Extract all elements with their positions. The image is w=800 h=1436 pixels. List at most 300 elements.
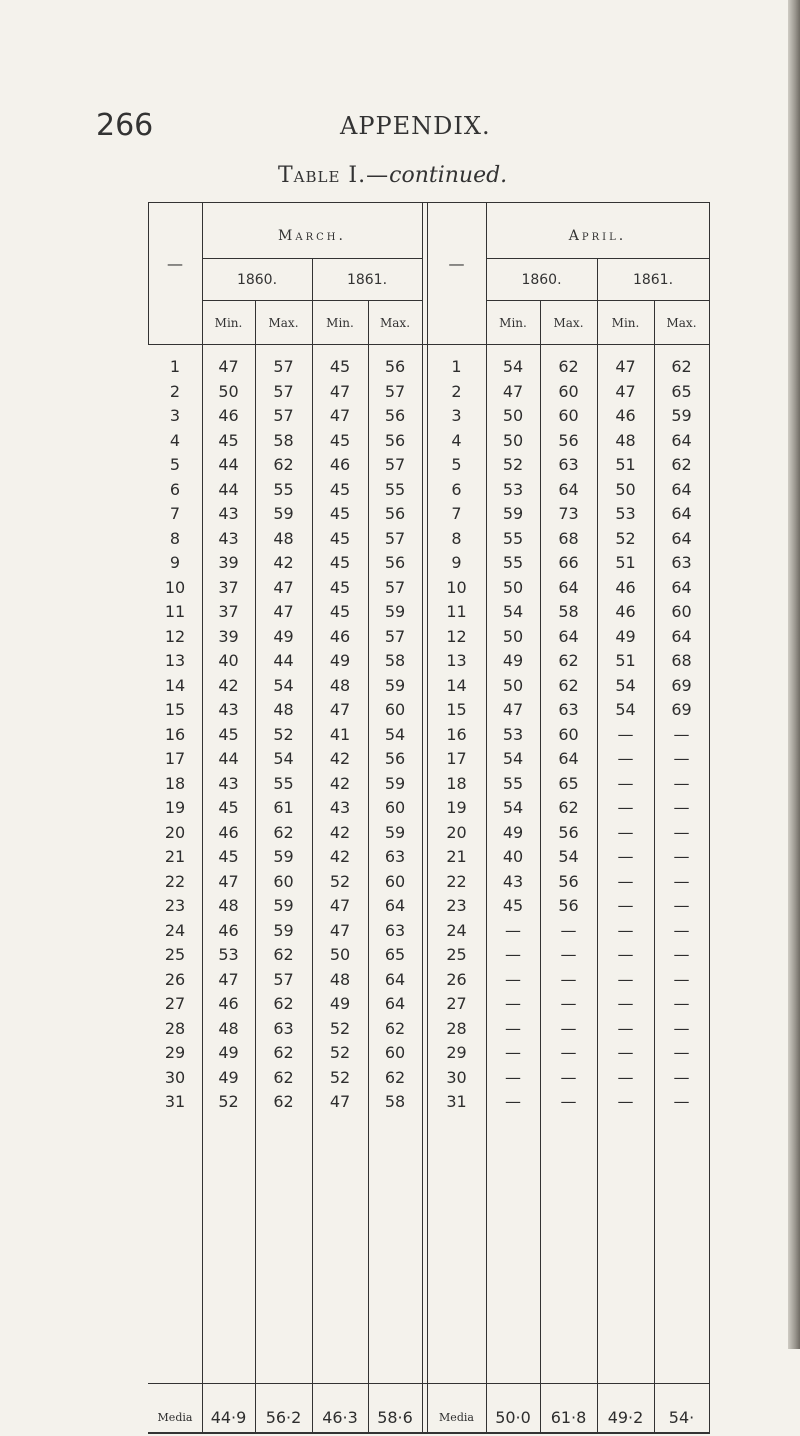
table-row: [144, 674, 710, 699]
table-row: [144, 821, 710, 846]
cell-march-1861-min: 52: [329, 1067, 351, 1087]
table-row: [144, 576, 710, 601]
cell-april-1861-min: 53: [615, 504, 636, 523]
cell-march-1860-max: 59: [273, 504, 294, 523]
cell-april-1861-min: 46: [615, 577, 636, 597]
cell-april-1860-min: —: [505, 945, 521, 964]
table-row: [144, 551, 710, 576]
cell-april-1860-max: 64: [558, 749, 579, 768]
cell-day: 22: [164, 871, 186, 891]
cell-april-1861-min: —: [617, 871, 634, 891]
cell-march-1861-min: 47: [329, 896, 351, 915]
cell-april-1861-min: 51: [615, 651, 636, 670]
cell-april-1861-max: 62: [671, 455, 692, 474]
cell-day: 29: [164, 1043, 186, 1062]
table-row: [144, 698, 710, 723]
cell-day: 22: [446, 871, 467, 891]
cell-march-1860-max: 52: [273, 724, 294, 744]
cell-april-1860-max: 64: [558, 626, 579, 646]
cell-march-1860-max: 61: [273, 798, 294, 817]
cell-march-1861-min: 45: [329, 577, 351, 597]
cell-day: 11: [164, 602, 186, 621]
cell-april-1861-min: 52: [615, 528, 636, 548]
cell-march-1861-min: 45: [329, 430, 351, 450]
cell-april-1861-max: 69: [671, 700, 692, 719]
table-row: [144, 380, 710, 405]
cell-march-1860-min: 48: [218, 1018, 239, 1038]
cell-march-1860-max: 44: [273, 651, 294, 670]
header-min: Min.: [611, 316, 640, 330]
cell-march-1861-max: 56: [384, 504, 406, 523]
cell-march-1860-max: 62: [273, 1043, 294, 1062]
cell-day: 20: [164, 822, 186, 842]
cell-april-1860-min: —: [505, 969, 521, 989]
cell-april-1860-max: —: [560, 969, 577, 989]
media-april-1861-max: 54·: [668, 1408, 695, 1427]
cell-april-1860-min: 47: [502, 381, 524, 401]
cell-april-1860-min: 55: [502, 553, 524, 572]
cell-march-1860-min: 43: [218, 773, 239, 793]
table-row: [144, 502, 710, 527]
cell-april-1860-max: —: [560, 994, 577, 1013]
cell-april-1861-max: 64: [671, 479, 692, 499]
table-row: [144, 625, 710, 650]
cell-march-1861-max: 64: [384, 994, 406, 1013]
cell-march-1860-max: 63: [273, 1018, 294, 1038]
cell-day: 11: [446, 602, 467, 621]
cell-march-1861-min: 45: [329, 479, 351, 499]
header-dash-march: —: [167, 254, 183, 273]
cell-march-1860-max: 57: [273, 406, 294, 425]
cell-march-1861-max: 58: [384, 1092, 406, 1111]
cell-march-1860-max: 62: [273, 945, 294, 964]
cell-april-1860-min: 53: [502, 479, 524, 499]
cell-day: 4: [169, 430, 181, 450]
cell-march-1860-min: 46: [218, 994, 239, 1013]
cell-april-1861-min: —: [617, 749, 634, 768]
table-row: [144, 992, 710, 1017]
cell-march-1860-min: 49: [218, 1067, 239, 1087]
cell-day: 6: [451, 479, 462, 499]
cell-march-1861-min: 42: [329, 822, 351, 842]
cell-day: 19: [446, 798, 467, 817]
cell-march-1860-min: 45: [218, 724, 239, 744]
table-row: [144, 600, 710, 625]
cell-day: 12: [164, 626, 186, 646]
media-march-1860-max: 56·2: [265, 1408, 302, 1427]
cell-april-1861-max: —: [673, 847, 690, 866]
cell-april-1861-min: —: [617, 1043, 634, 1062]
cell-april-1860-max: 66: [558, 553, 579, 572]
cell-day: 18: [446, 773, 467, 793]
cell-april-1861-min: —: [617, 822, 634, 842]
cell-day: 27: [446, 994, 467, 1013]
cell-april-1861-max: 65: [671, 381, 692, 401]
cell-march-1860-max: 62: [273, 1067, 294, 1087]
cell-march-1860-max: 62: [273, 822, 294, 842]
cell-day: 29: [446, 1043, 467, 1062]
cell-april-1861-max: 63: [671, 553, 692, 572]
cell-day: 30: [446, 1067, 467, 1087]
media-march-1861-min: 46·3: [322, 1408, 358, 1427]
cell-march-1861-max: 60: [384, 700, 406, 719]
cell-april-1861-min: —: [617, 798, 634, 817]
cell-march-1861-min: 47: [329, 1092, 351, 1111]
cell-april-1861-max: —: [673, 1092, 690, 1111]
cell-day: 24: [164, 920, 186, 940]
cell-march-1861-max: 57: [384, 381, 406, 401]
cell-march-1861-max: 58: [384, 651, 406, 670]
cell-march-1861-max: 59: [384, 675, 406, 695]
cell-march-1860-max: 62: [273, 994, 294, 1013]
cell-march-1860-min: 45: [218, 798, 239, 817]
cell-april-1860-max: 58: [558, 602, 579, 621]
cell-april-1860-max: —: [560, 1043, 577, 1062]
media-april-1860-max: 61·8: [550, 1408, 587, 1427]
cell-march-1860-max: 48: [273, 700, 294, 719]
cell-april-1861-max: 64: [671, 430, 692, 450]
cell-march-1860-max: 47: [273, 577, 294, 597]
cell-march-1860-min: 45: [218, 847, 239, 866]
cell-april-1861-max: —: [673, 724, 690, 744]
cell-day: 12: [446, 626, 467, 646]
cell-march-1861-max: 59: [384, 602, 406, 621]
cell-march-1861-min: 42: [329, 773, 351, 793]
cell-april-1861-max: 62: [671, 357, 692, 376]
cell-april-1861-max: —: [673, 994, 690, 1013]
header-april-1861: 1861.: [632, 272, 674, 288]
cell-march-1860-min: 40: [218, 651, 239, 670]
media-april-1861-min: 49·2: [607, 1408, 644, 1427]
cell-april-1860-min: 50: [502, 675, 524, 695]
cell-april-1861-max: —: [673, 945, 690, 964]
cell-april-1860-max: —: [560, 1018, 577, 1038]
cell-april-1861-min: 49: [615, 626, 636, 646]
cell-march-1861-max: 64: [384, 896, 406, 915]
cell-april-1861-max: 64: [671, 528, 692, 548]
cell-march-1860-max: 60: [273, 871, 294, 891]
cell-day: 15: [446, 700, 467, 719]
cell-april-1861-max: 68: [671, 651, 692, 670]
cell-march-1861-min: 47: [329, 920, 351, 940]
cell-march-1860-max: 59: [273, 847, 294, 866]
media-march-1861-max: 58·6: [377, 1408, 413, 1427]
cell-march-1860-min: 47: [218, 969, 239, 989]
media-april-1860-min: 50·0: [495, 1408, 531, 1427]
cell-april-1861-min: —: [617, 1092, 634, 1111]
cell-april-1860-min: 40: [502, 847, 524, 866]
cell-april-1860-min: 50: [502, 430, 524, 450]
cell-april-1860-max: 60: [558, 724, 579, 744]
cell-april-1861-max: 64: [671, 577, 692, 597]
cell-march-1860-min: 53: [218, 945, 239, 964]
cell-day: 16: [164, 724, 186, 744]
cell-march-1860-max: 55: [273, 773, 294, 793]
cell-march-1861-max: 56: [384, 553, 406, 572]
cell-day: 19: [164, 798, 186, 817]
cell-april-1860-min: 43: [502, 871, 524, 891]
cell-day: 28: [164, 1018, 186, 1038]
cell-april-1861-max: 64: [671, 626, 692, 646]
table-row: [144, 870, 710, 895]
cell-march-1860-min: 44: [218, 455, 239, 474]
cell-april-1860-max: 64: [558, 479, 579, 499]
cell-march-1861-max: 57: [384, 626, 406, 646]
cell-day: 20: [446, 822, 467, 842]
cell-april-1861-max: 64: [671, 504, 692, 523]
cell-april-1860-min: 49: [502, 651, 524, 670]
cell-march-1860-max: 59: [273, 920, 294, 940]
cell-april-1861-min: —: [617, 920, 634, 940]
cell-april-1860-min: 52: [502, 455, 524, 474]
cell-march-1861-min: 42: [329, 749, 351, 768]
table-row: [144, 1066, 710, 1091]
table-title: [278, 163, 507, 188]
cell-march-1861-min: 45: [329, 528, 351, 548]
table-row: [144, 429, 710, 454]
cell-march-1861-min: 48: [329, 675, 351, 695]
table-row: [144, 723, 710, 748]
cell-march-1860-min: 50: [218, 381, 239, 401]
media-march-1860-min: 44·9: [210, 1408, 247, 1427]
cell-april-1860-min: —: [505, 1018, 521, 1038]
cell-april-1861-min: 46: [615, 602, 636, 621]
cell-march-1861-max: 63: [384, 920, 406, 940]
cell-april-1861-max: —: [673, 798, 690, 817]
cell-march-1860-min: 46: [218, 920, 239, 940]
table-title-main: Table I.—: [278, 163, 390, 188]
cell-day: 17: [446, 749, 467, 768]
vline-left: [148, 202, 149, 344]
page-number: 266: [96, 108, 154, 143]
cell-april-1860-max: 60: [558, 406, 579, 425]
cell-april-1861-max: —: [673, 1018, 690, 1038]
cell-day: 25: [446, 945, 467, 964]
cell-april-1860-min: 53: [502, 724, 524, 744]
cell-day: 21: [164, 847, 186, 866]
cell-march-1860-min: 47: [218, 357, 239, 376]
cell-day: 30: [164, 1067, 186, 1087]
cell-march-1860-max: 62: [273, 1092, 294, 1111]
cell-march-1861-min: 45: [329, 357, 351, 376]
cell-march-1860-min: 39: [218, 553, 239, 572]
cell-day: 21: [446, 847, 467, 866]
cell-march-1861-min: 45: [329, 553, 351, 572]
cell-day: 7: [451, 504, 462, 523]
cell-april-1861-max: —: [673, 773, 690, 793]
cell-march-1861-max: 55: [384, 479, 406, 499]
cell-april-1861-min: —: [617, 1018, 634, 1038]
cell-march-1861-min: 41: [329, 724, 351, 744]
cell-day: 6: [169, 479, 181, 499]
cell-april-1861-min: —: [617, 969, 634, 989]
cell-april-1860-min: —: [505, 920, 521, 940]
cell-day: 3: [451, 406, 462, 425]
cell-march-1861-max: 60: [384, 798, 406, 817]
cell-march-1861-max: 62: [384, 1018, 406, 1038]
cell-march-1861-max: 54: [384, 724, 406, 744]
cell-day: 28: [446, 1018, 467, 1038]
cell-day: 1: [169, 357, 181, 376]
rule-top: [148, 202, 709, 203]
cell-march-1860-min: 45: [218, 430, 239, 450]
cell-day: 26: [164, 969, 186, 989]
cell-day: 3: [169, 406, 181, 425]
media-label-march: Media: [157, 1411, 193, 1424]
cell-april-1860-max: 62: [558, 651, 579, 670]
cell-march-1861-max: 57: [384, 577, 406, 597]
table-row: [144, 527, 710, 552]
cell-april-1860-max: 63: [558, 700, 579, 719]
cell-april-1861-min: 51: [615, 455, 636, 474]
cell-day: 31: [446, 1092, 467, 1111]
table-row: [144, 478, 710, 503]
header-max: Max.: [379, 316, 411, 330]
cell-april-1861-max: —: [673, 871, 690, 891]
cell-day: 8: [451, 528, 462, 548]
cell-day: 13: [164, 651, 186, 670]
table-row: [144, 968, 710, 993]
cell-april-1860-max: 64: [558, 577, 579, 597]
cell-april-1860-min: —: [505, 1092, 521, 1111]
cell-april-1861-min: 50: [615, 479, 636, 499]
cell-march-1861-min: 52: [329, 1018, 351, 1038]
cell-april-1860-max: —: [560, 945, 577, 964]
cell-march-1861-max: 56: [384, 357, 406, 376]
cell-march-1861-min: 48: [329, 969, 351, 989]
cell-march-1860-min: 46: [218, 822, 239, 842]
cell-april-1860-min: 59: [502, 504, 524, 523]
table-row: [144, 1017, 710, 1042]
cell-march-1861-max: 59: [384, 773, 406, 793]
page-edge-shadow: [788, 0, 800, 1349]
cell-april-1860-min: 50: [502, 406, 524, 425]
cell-march-1860-min: 37: [218, 602, 239, 621]
cell-march-1861-min: 47: [329, 406, 351, 425]
cell-day: 7: [169, 504, 181, 523]
cell-april-1861-min: 54: [615, 700, 636, 719]
header-march-1861: 1861.: [346, 272, 388, 288]
cell-day: 9: [169, 553, 181, 572]
cell-march-1860-max: 47: [273, 602, 294, 621]
cell-march-1861-min: 47: [329, 381, 351, 401]
cell-april-1861-min: —: [617, 896, 634, 915]
cell-april-1861-max: 69: [671, 675, 692, 695]
cell-march-1861-max: 60: [384, 871, 406, 891]
header-april: April.: [568, 228, 627, 244]
cell-april-1860-max: 62: [558, 675, 579, 695]
cell-day: 2: [451, 381, 462, 401]
cell-april-1861-max: —: [673, 896, 690, 915]
header-min: Min.: [214, 316, 243, 330]
cell-day: 15: [164, 700, 186, 719]
cell-march-1861-max: 57: [384, 528, 406, 548]
cell-april-1861-min: 51: [615, 553, 636, 572]
cell-day: 27: [164, 994, 186, 1013]
cell-march-1861-min: 46: [329, 626, 351, 646]
cell-march-1861-max: 63: [384, 847, 406, 866]
cell-march-1861-max: 62: [384, 1067, 406, 1087]
cell-day: 23: [164, 896, 186, 915]
cell-day: 18: [164, 773, 186, 793]
table-row: [144, 845, 710, 870]
cell-march-1861-max: 56: [384, 749, 406, 768]
cell-april-1860-min: 55: [502, 528, 524, 548]
header-dash-april: —: [448, 254, 465, 273]
cell-april-1860-max: —: [560, 920, 577, 940]
cell-day: 14: [446, 675, 467, 695]
header-min: Min.: [326, 316, 354, 330]
cell-april-1861-max: —: [673, 969, 690, 989]
cell-march-1861-max: 56: [384, 430, 406, 450]
cell-march-1860-max: 58: [273, 430, 294, 450]
cell-april-1860-max: 63: [558, 455, 579, 474]
cell-day: 4: [451, 430, 462, 450]
cell-march-1860-min: 43: [218, 528, 239, 548]
table-row: [144, 943, 710, 968]
cell-april-1860-min: 54: [502, 798, 524, 817]
cell-march-1861-min: 52: [329, 1043, 351, 1062]
cell-march-1861-min: 47: [329, 700, 351, 719]
cell-april-1860-max: 56: [558, 871, 579, 891]
cell-april-1861-min: —: [617, 724, 634, 744]
cell-april-1860-max: 62: [558, 798, 579, 817]
cell-day: 2: [169, 381, 181, 401]
table-title-italic: continued.: [389, 163, 508, 188]
table-row: [144, 649, 710, 674]
cell-day: 26: [446, 969, 467, 989]
header-max: Max.: [268, 316, 299, 330]
cell-march-1860-min: 48: [218, 896, 239, 915]
cell-day: 14: [164, 675, 186, 695]
table-row: [144, 796, 710, 821]
cell-april-1860-min: 54: [502, 602, 524, 621]
header-march: March.: [278, 228, 346, 244]
cell-april-1860-min: 45: [502, 896, 524, 915]
running-head: APPENDIX.: [340, 112, 491, 140]
cell-march-1861-min: 42: [329, 847, 351, 866]
cell-march-1860-min: 44: [218, 749, 239, 768]
cell-april-1860-max: 60: [558, 381, 579, 401]
header-march-1860: 1860.: [236, 272, 278, 288]
table-row: [144, 772, 710, 797]
cell-april-1861-min: 48: [615, 430, 636, 450]
cell-day: 5: [169, 455, 181, 474]
cell-day: 1: [451, 357, 462, 376]
cell-april-1860-max: 62: [558, 357, 579, 376]
cell-march-1860-max: 57: [273, 381, 294, 401]
media-row: [144, 1400, 710, 1436]
table-row: [144, 1090, 710, 1115]
cell-march-1861-min: 46: [329, 455, 351, 474]
table-row: [144, 355, 710, 380]
cell-april-1860-max: —: [560, 1067, 577, 1087]
cell-march-1860-max: 57: [273, 357, 294, 376]
cell-march-1860-max: 42: [273, 553, 294, 572]
cell-april-1860-min: 49: [502, 822, 524, 842]
cell-april-1861-min: —: [617, 773, 634, 793]
cell-april-1860-min: —: [505, 1043, 521, 1062]
cell-april-1860-max: 73: [558, 504, 579, 523]
cell-april-1861-min: —: [617, 994, 634, 1013]
cell-april-1860-max: 56: [558, 896, 579, 915]
cell-march-1860-min: 47: [218, 871, 239, 891]
cell-day: 24: [446, 920, 467, 940]
media-label-april: Media: [439, 1411, 474, 1424]
table-body: [144, 355, 710, 1115]
cell-day: 10: [164, 577, 186, 597]
cell-day: 25: [164, 945, 186, 964]
